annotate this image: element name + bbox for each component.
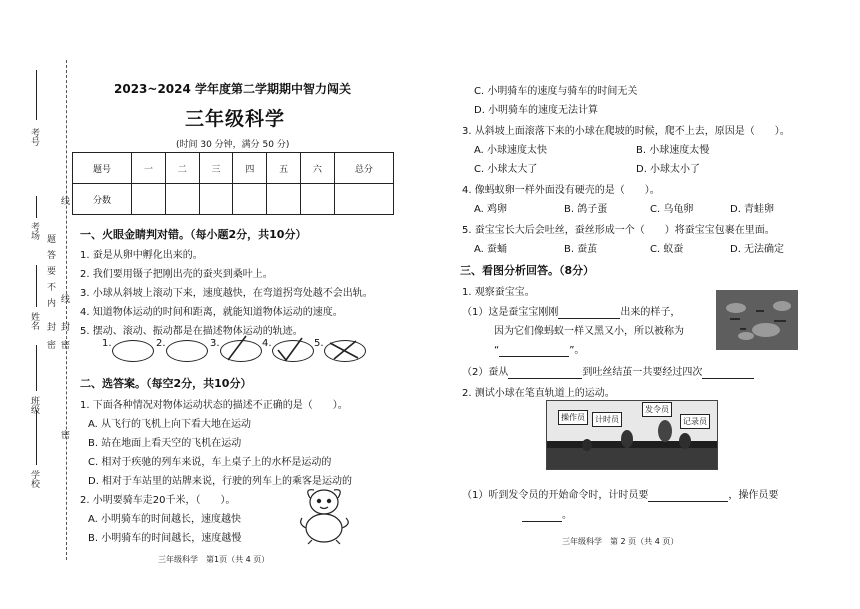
choice-q4-option-a[interactable]: A. 鸡卵 bbox=[474, 204, 508, 215]
analysis-q1-1-line1 bbox=[462, 303, 680, 319]
q2-1-text-c: 。 bbox=[562, 510, 572, 521]
mark-ti: 题 bbox=[45, 234, 55, 243]
q1-1-quote-open: “ bbox=[494, 345, 500, 356]
choice-q3-option-b[interactable]: B. 小球速度太慢 bbox=[636, 145, 710, 156]
section3-heading: 三、看图分析回答。（8分） bbox=[460, 264, 595, 277]
cartoon-illustration bbox=[296, 484, 358, 546]
q1-1-quote-close: ”。 bbox=[569, 345, 585, 356]
analysis-q2: 2. 测试小球在笔直轨道上的运动。 bbox=[462, 388, 615, 399]
choice-q3-option-a[interactable]: A. 小球速度太快 bbox=[474, 145, 548, 156]
role-label-timer: 计时员 bbox=[592, 412, 622, 427]
silkworm-photo bbox=[716, 290, 798, 350]
score-header-cell: 六 bbox=[301, 153, 335, 184]
choice-q1-option-a[interactable]: A. 从飞行的飞机上向下看大地在运动 bbox=[88, 419, 252, 430]
answer-num-4: 4. bbox=[262, 338, 272, 349]
score-header-cell: 一 bbox=[132, 153, 166, 184]
mark-mi: 密 bbox=[59, 340, 69, 349]
role-label-recorder: 记录员 bbox=[680, 414, 710, 429]
judge-item-4: 4. 知道物体运动的时间和距离，就能知道物体运动的速度。 bbox=[80, 307, 343, 318]
role-label-operator: 操作员 bbox=[558, 410, 588, 425]
score-header-cell: 四 bbox=[233, 153, 267, 184]
score-header-cell: 总分 bbox=[334, 153, 393, 184]
q2-1-text-b: ，操作员要 bbox=[728, 490, 779, 501]
choice-q2-option-d[interactable]: D. 小明骑车的速度无法计算 bbox=[474, 105, 599, 116]
choice-q4: 4. 像蚂蚁卵一样外面没有硬壳的是（ ）。 bbox=[462, 185, 660, 196]
label-banji: 班级 bbox=[29, 396, 39, 414]
score-header-cell: 二 bbox=[165, 153, 199, 184]
answer-num-5: 5. bbox=[314, 338, 324, 349]
page2-footer: 三年级科学 第 2 页（共 4 页） bbox=[562, 537, 679, 546]
blank-hatched[interactable] bbox=[558, 307, 620, 319]
choice-q1: 1. 下面各种情况对物体运动状态的描述不正确的是（ ）。 bbox=[80, 400, 348, 411]
answer-num-1: 1. bbox=[102, 338, 112, 349]
choice-q4-option-b[interactable]: B. 鸽子蛋 bbox=[564, 204, 608, 215]
mark-feng-2: 封 bbox=[45, 322, 55, 331]
analysis-q1-1-line2: 因为它们像蚂蚁一样又黑又小，所以被称为 bbox=[494, 326, 684, 337]
analysis-q2-1 bbox=[462, 486, 778, 502]
label-xingming: 姓名 bbox=[29, 312, 39, 330]
subject-title: 三年级科学 bbox=[185, 108, 286, 130]
analysis-q1: 1. 观察蚕宝宝。 bbox=[462, 287, 535, 298]
mark-mi-3: 密 bbox=[59, 430, 69, 439]
blank-name[interactable] bbox=[499, 345, 569, 357]
label-kaochang: 考场 bbox=[29, 222, 39, 240]
q1-2-text-b: 到吐丝结茧一共要经过四次 bbox=[582, 367, 703, 378]
mark-nei: 内 bbox=[45, 298, 55, 307]
judge-item-5: 5. 摆动、滚动、振动都是在描述物体运动的轨迹。 bbox=[80, 326, 303, 337]
blank-count[interactable] bbox=[702, 367, 754, 379]
blank-operator-action[interactable] bbox=[522, 510, 562, 522]
xuexiao-line bbox=[36, 410, 37, 465]
judge-marks bbox=[0, 0, 400, 380]
choice-q2-option-c[interactable]: C. 小明骑车的速度与骑车的时间无关 bbox=[474, 86, 638, 97]
score-row-label: 分数 bbox=[73, 184, 132, 215]
choice-q2: 2. 小明要骑车走20千米，（ ）。 bbox=[80, 495, 236, 506]
silkworm-photo-art bbox=[716, 290, 798, 350]
mark-xian: 线 bbox=[59, 196, 69, 205]
exam-title: 2023~2024 学年度第二学期期中智力闯关 bbox=[114, 82, 352, 96]
mark-bu: 不 bbox=[45, 282, 55, 291]
section2-heading: 二、选答案。（每空2分，共10分） bbox=[80, 377, 252, 390]
analysis-q1-2 bbox=[462, 363, 754, 379]
answer-num-2: 2. bbox=[156, 338, 166, 349]
choice-q1-option-b[interactable]: B. 站在地面上看天空的飞机在运动 bbox=[88, 438, 242, 449]
section1-heading: 一、火眼金睛判对错。（每小题2分，共10分） bbox=[80, 228, 307, 241]
choice-q5-option-d[interactable]: D. 无法确定 bbox=[730, 244, 785, 255]
choice-q1-option-c[interactable]: C. 相对于疾驰的列车来说，车上桌子上的水杯是运动的 bbox=[88, 457, 332, 468]
page1-footer: 三年级科学 第1页（共 4 页） bbox=[158, 555, 270, 564]
label-kaohao: 考号 bbox=[29, 128, 39, 146]
mark-xian-2: 线 bbox=[59, 294, 69, 303]
choice-q1-option-d[interactable]: D. 相对于车站里的站牌来说，行驶的列车上的乘客是运动的 bbox=[88, 476, 353, 487]
mark-feng: 封 bbox=[59, 322, 69, 331]
q1-2-text-a: （2）蚕从 bbox=[462, 367, 509, 378]
check-mark-4 bbox=[278, 338, 302, 360]
choice-q5-option-a[interactable]: A. 蚕蛹 bbox=[474, 244, 508, 255]
choice-q4-option-c[interactable]: C. 乌龟卵 bbox=[650, 204, 694, 215]
analysis-q1-1-line3 bbox=[494, 341, 584, 357]
mark-da: 答 bbox=[45, 250, 55, 259]
choice-q4-option-d[interactable]: D. 青蛙卵 bbox=[730, 204, 775, 215]
label-xuexiao: 学校 bbox=[29, 470, 39, 488]
blank-stage[interactable] bbox=[508, 367, 582, 379]
choice-q2-option-a[interactable]: A. 小明骑车的时间越长，速度越快 bbox=[88, 514, 242, 525]
choice-q2-option-b[interactable]: B. 小明骑车的时间越长，速度越慢 bbox=[88, 533, 242, 544]
blank-timer-action[interactable] bbox=[648, 490, 728, 502]
judge-item-2: 2. 我们要用镊子把刚出壳的蚕夹到桑叶上。 bbox=[80, 269, 273, 280]
answer-num-3: 3. bbox=[210, 338, 220, 349]
score-header-cell: 题号 bbox=[73, 153, 132, 184]
q1-1-text-a: （1）这是蚕宝宝刚刚 bbox=[462, 307, 559, 318]
time-note: (时间 30 分钟，满分 50 分) bbox=[176, 140, 290, 150]
mark-mi-2: 密 bbox=[45, 340, 55, 349]
choice-q5: 5. 蚕宝宝长大后会吐丝，蚕丝形成一个（ ）将蚕宝宝包裹在里面。 bbox=[462, 225, 775, 236]
cross-mark-5 bbox=[330, 341, 358, 359]
check-mark-3 bbox=[228, 336, 246, 360]
role-label-starter: 发令员 bbox=[642, 402, 672, 417]
choice-q3-option-d[interactable]: D. 小球太小了 bbox=[636, 164, 701, 175]
score-header-cell: 五 bbox=[267, 153, 301, 184]
q2-1-text-a: （1）听到发令员的开始命令时，计时员要 bbox=[462, 490, 649, 501]
score-header-cell: 三 bbox=[199, 153, 233, 184]
mark-yao: 要 bbox=[45, 266, 55, 275]
choice-q3-option-c[interactable]: C. 小球太大了 bbox=[474, 164, 538, 175]
judge-item-1: 1. 蚕是从卵中孵化出来的。 bbox=[80, 250, 203, 261]
choice-q3: 3. 从斜坡上面滚落下来的小球在爬坡的时候，爬不上去，原因是（ ）。 bbox=[462, 126, 790, 137]
choice-q5-option-b[interactable]: B. 蚕茧 bbox=[564, 244, 598, 255]
judge-item-3: 3. 小球从斜坡上滚动下来，速度越快，在弯道拐弯处越不会出轨。 bbox=[80, 288, 373, 299]
q1-1-text-b: 出来的样子， bbox=[620, 307, 681, 318]
choice-q5-option-c[interactable]: C. 蚁蚕 bbox=[650, 244, 684, 255]
analysis-q2-1-line2 bbox=[522, 506, 572, 522]
